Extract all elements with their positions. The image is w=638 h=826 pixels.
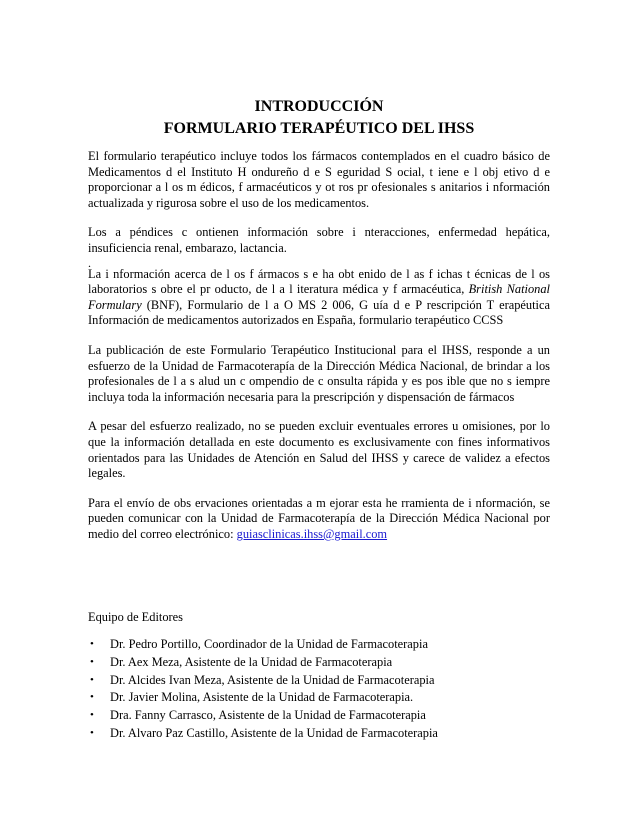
editor-name: Dr. Pedro Portillo, Coordinador de la Unidad de Farmacoterapia [110,637,428,652]
editor-name: Dr. Alvaro Paz Castillo, Asistente de la Unidad de Farmacoterapia [110,725,438,740]
sources-bnf-italic: British National Formulary [88,282,550,312]
paragraph-contact [88,496,550,543]
bullet-icon: • [90,691,94,704]
title-introduccion: INTRODUCCIÓN [254,98,384,115]
list-item [88,726,550,742]
list-item [88,708,550,724]
bullet-icon: • [90,709,94,722]
document-page [88,96,550,744]
paragraph-sources [88,267,550,329]
editors-list [88,637,550,742]
paragraph-publication: La publicación de este Formulario Terapéutico Institucional para el IHSS, responde a un esfuerzo de la Unidad de Farmacoterapía de la Dirección Médica Nacional, de brindar a los profesionales de l a s alud un c ompendio de c onsulta rápida y es pos ible que no s iempre incluya toda la información necesaria para la prescripción y dispensación de fármacos [88,342,550,404]
bullet-icon: • [90,655,94,668]
bullet-icon: • [90,638,94,651]
contact-text: Para el envío de obs ervaciones orientadas a m ejorar esta he rramienta de i nformación, se pueden comunicar con la Unidad de Farmacoterapía de la Dirección Médica Nacional por medio del correo electrónico: [88,495,550,541]
title-formulario: FORMULARIO TERAPÉUTICO DEL IHSS [163,120,475,137]
bullet-icon: • [90,726,94,739]
paragraph-disclaimer: A pesar del esfuerzo realizado, no se pueden excluir eventuales errores u omisiones, por lo que la información detallada en este documento es exclusivamente con fines informativos orientados para las Unidades de Atención en Salud del IHSS y carece de validez a efectos legales. [88,419,550,481]
paragraph-dot: . [88,255,91,270]
list-item [88,673,550,689]
sources-text-1: La i nformación acerca de l os f ármacos s e ha obt enido de l as f ichas t écnicas de l os laboratorios s obre el pr oducto, de l a l iteratura médica y f armacéutica, [88,266,550,297]
bullet-icon: • [90,673,94,686]
list-item [88,637,550,653]
paragraph-intro: El formulario terapéutico incluye todos los fármacos contemplados en el cuadro básico de Medicamentos d el Instituto H ondureño d e S eguridad S ocial, t iene e l obj etivo d e proporcionar a l os m édicos, f armacéuticos y ot ros pr ofesionales s anitarios i nformación actualizada y rigurosa sobre el uso de los medicamentos. [88,149,550,210]
editor-name: Dra. Fanny Carrasco, Asistente de la Unidad de Farmacoterapia [110,708,426,723]
paragraph-appendices: Los a péndices c ontienen información sobre i nteracciones, enfermedad hepática, insuficiencia renal, embarazo, lactancia. [88,225,550,255]
editors-heading: Equipo de Editores [88,610,183,625]
list-item [88,655,550,671]
list-item [88,690,550,706]
editor-name: Dr. Javier Molina, Asistente de la Unidad de Farmacoterapia. [110,690,414,705]
sources-text-2: (BNF), Formulario de l a O MS 2 006, G uía d e P rescripción T erapéutica Información de medicamentos autorizados en España, formulario terapéutico CCSS [88,297,550,328]
editor-name: Dr. Aex Meza, Asistente de la Unidad de Farmacoterapia [110,654,393,669]
email-link[interactable]: guiasclinicas.ihss@gmail.com [236,526,388,541]
editor-name: Dr. Alcides Ivan Meza, Asistente de la Unidad de Farmacoterapia [110,672,435,687]
